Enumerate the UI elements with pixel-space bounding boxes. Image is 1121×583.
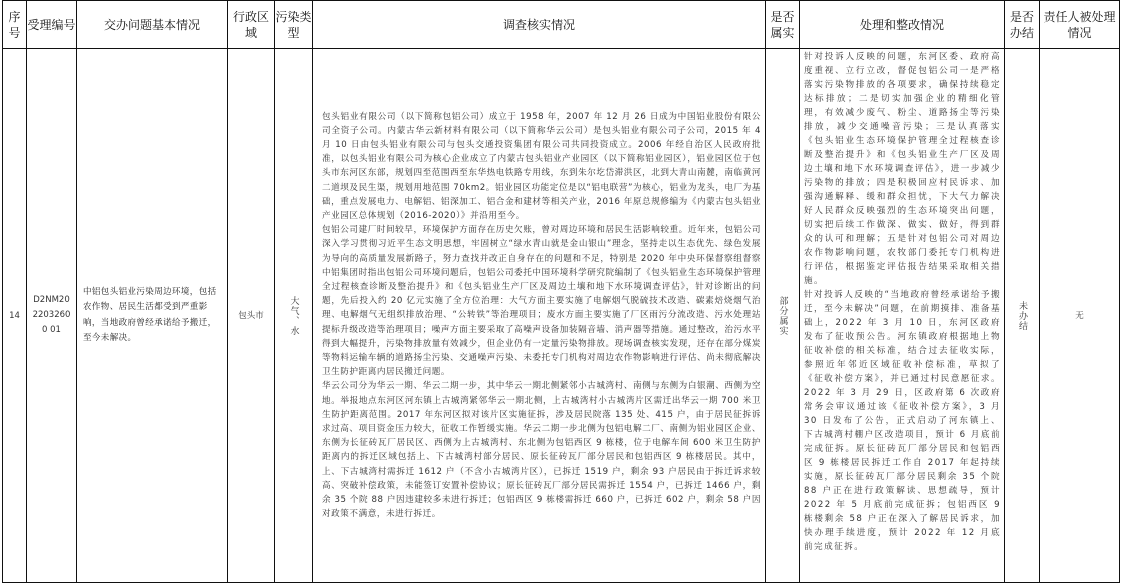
- header-issue: 交办问题基本情况: [77, 1, 228, 49]
- header-accountability: 责任人被处理情况: [1040, 1, 1120, 49]
- header-seq: 序号: [3, 1, 27, 49]
- header-district: 行政区域: [228, 1, 275, 49]
- cell-handling: [800, 49, 1005, 583]
- header-is-true: 是否属实: [766, 1, 800, 49]
- cell-is-true: 部分属实: [766, 49, 800, 583]
- header-handling: 处理和整改情况: [800, 1, 1005, 49]
- header-case-no: 受理编号: [27, 1, 77, 49]
- table-row: [3, 49, 1120, 583]
- header-pollution-type: 污染类型: [275, 1, 313, 49]
- header-investigation: 调查核实情况: [313, 1, 766, 49]
- header-is-closed: 是否办结: [1005, 1, 1040, 49]
- investigation-paragraph: 包头铝业有限公司（以下简称包铝公司）成立于 1958 年，2007 年 12 月 26 日成为中国铝业股份有限公司全资子公司。内蒙古华云新材料有限公司（以下简称华云公司）是包头铝业有限公司子公司，2015 年 4 月 10 日由包头铝业有限公司与包头交通投资集团有限公司共同投资成立。2006 年经自治区人民政府批准，以包头铝业有限公司为核心企业成立了内蒙古包头铝业产业园区（以下简称铝业园区），铝业园区位于包头市东河区东部，规划四至范围西至东华热电铁路专用线，东到朱尔圪岱滞洪区，北到大青山南麓，南临黄河二道坝及民生渠，规划用地范围 70km2。铝业园区功能定位是以“铝电联营”为核心，铝业为龙头，电厂为基础，重点发展电力、电解铝、铝深加工、铝合金和建材等相关产业，2016 年原总规修编为《内蒙古包头铝业产业园区总体规划（2016-2020）》并沿用至今。: [322, 111, 761, 221]
- cell-seq: 14: [3, 49, 27, 583]
- cell-pollution-type: 大气、水: [275, 49, 313, 583]
- investigation-paragraph: 华云公司分为华云一期、华云二期一步，其中华云一期北侧紧邻小古城湾村、南侧与东侧为白银潮、西侧为空地。举报地点东河区河东镇上古城湾紧邻华云一期北侧，上古城湾村小古城湾片区需迁出华云一期 700 米卫生防护距离范围。2017 年东河区拟对该片区实施征拆，涉及居民院落 135 处、415 户，由于居民征拆诉求过高、项目资金压力较大，征收工作暂缓实施。华云二期一步北侧为包铝电解二厂、南侧为铝业园区企业、东侧为长征砖瓦厂居民区、西侧为上古城湾村、东北侧为包铝西区 9 栋楼，位于电解车间 600 米卫生防护距离内的拆迁区域包括上、下古城湾村部分居民、原长征砖瓦厂部分居民和包铝西区 9 栋楼居民。其中，上、下古城湾村需拆迁 1612 户（不含小古城湾片区），已拆迁 1519 户，剩余 93 户居民由于拆迁诉求较高、突破补偿政策，未能签订安置补偿协议；原长征砖瓦厂部分居民需拆迁 1554 户，已拆迁 1466 户，剩余 35 个院 88 户因违建较多未进行拆迁；包铝西区 9 栋楼需拆迁 660 户，已拆迁 602 户，剩余 58 户因对政策不满意，未进行拆迁。: [322, 381, 761, 520]
- investigation-paragraph: 包铝公司建厂时间较早，环境保护方面存在历史欠账，曾对周边环境和居民生活影响较重。近年来，包铝公司深入学习贯彻习近平生态文明思想，牢固树立“绿水青山就是金山银山”理念，坚持走以生态优先、绿色发展为导向的高质量发展新路子，努力查找并改正自身存在的问题和不足，特别是 2020 年中央环保督察组督察中铝集团时指出包铝公司环境问题后，包铝公司委托中国环境科学研究院编制了《包头铝业生态环境保护管理全过程核查诊断及整治提升》和《包头铝业生产厂区及周边土壤和地下水环境调查评估》，针对诊断出的问题，先后投入约 20 亿元实施了全方位治理：大气方面主要实施了电解烟气脱硫技术改造、碳素焙烧烟气治理、电解烟气无组织排放治理、“公转铁”等治理项目；废水方面主要实施了厂区雨污分流改造、污水处理站提标升级改造等治理项目；噪声方面主要采取了高噪声设备加装隔音墙、消声器等措施。通过整改，治污水平得到大幅提升，污染物排放量有效减少，但企业仍有一定量污染物排放。现场调查核实发现，还存在部分煤炭等物料运输车辆的道路扬尘污染、交通噪声污染、未委托专门机构对周边农作物影响进行评估、尚未彻底解决卫生防护距离内居民搬迁问题。: [322, 225, 761, 378]
- cell-investigation: [313, 49, 766, 583]
- handling-paragraph: 针对投诉人反映的“当地政府曾经承诺给予搬迁，至今未解决”问题，在前期摸排、准备基础上，2022 年 3 月 10 日，东河区政府发布了征收预公告。河东镇政府根据地上物征收补偿的相关标准，结合过去征收实际，参照近年邻近区域征收补偿标准，草拟了《征收补偿方案》，并已通过村民意愿征求。2022 年 3 月 29 日，区政府第 6 次政府常务会审议通过该《征收补偿方案》，3 月 30 日发布了公告，正式启动了河东镇上、下古城湾村棚户区改造项目，预计 6 月底前完成征拆。原长征砖瓦厂部分居民和包铝西区 9 栋楼居民拆迁工作自 2017 年起持续实施，原长征砖瓦厂部分居民剩余 35 个院 88 户正在进行政策解读、思想疏导，预计 2022 年 5 月底前完成征拆；包铝西区 9 栋楼剩余 58 户正在深入了解居民诉求，加快办理手续进度，预计 2022 年 12 月底前完成征拆。: [804, 290, 1001, 552]
- cell-is-closed: 未办结: [1005, 49, 1040, 583]
- cell-issue: 中铝包头铝业污染周边环境，包括农作物、居民生活都受到严重影响，当地政府曾经承诺给予搬迁，至今未解决。: [77, 49, 228, 583]
- handling-paragraph: 针对投诉人反映的问题，东河区委、政府高度重视、立行立改，督促包铝公司一是严格落实污染物排放的各项要求，确保持续稳定达标排放；二是切实加强企业的精细化管理，有效减少废气、粉尘、道路扬尘等污染排放，减少交通噪音污染；三是认真落实《包头铝业生态环境保护管理全过程核查诊断及整治提升》和《包头铝业生产厂区及周边土壤和地下水环境调查评估》，进一步减少污染物的排放；四是积极回应村民诉求、加强沟通解释、缓和群众担忧，下大气力解决好人民群众反映强烈的生态环境突出问题，切实把后续工作做深、做实、做好，得到群众的认可和理解；五是针对包铝公司对周边农作物影响问题，农牧部门委托专门机构进行评估，根据鉴定评估报告结果采取相关措施。: [804, 52, 1001, 286]
- cell-accountability: 无: [1040, 49, 1120, 583]
- cell-district: 包头市: [228, 49, 275, 583]
- cell-case-no: D2NM2022032600 01: [27, 49, 77, 583]
- case-table: [2, 0, 1120, 583]
- header-row: [3, 1, 1120, 49]
